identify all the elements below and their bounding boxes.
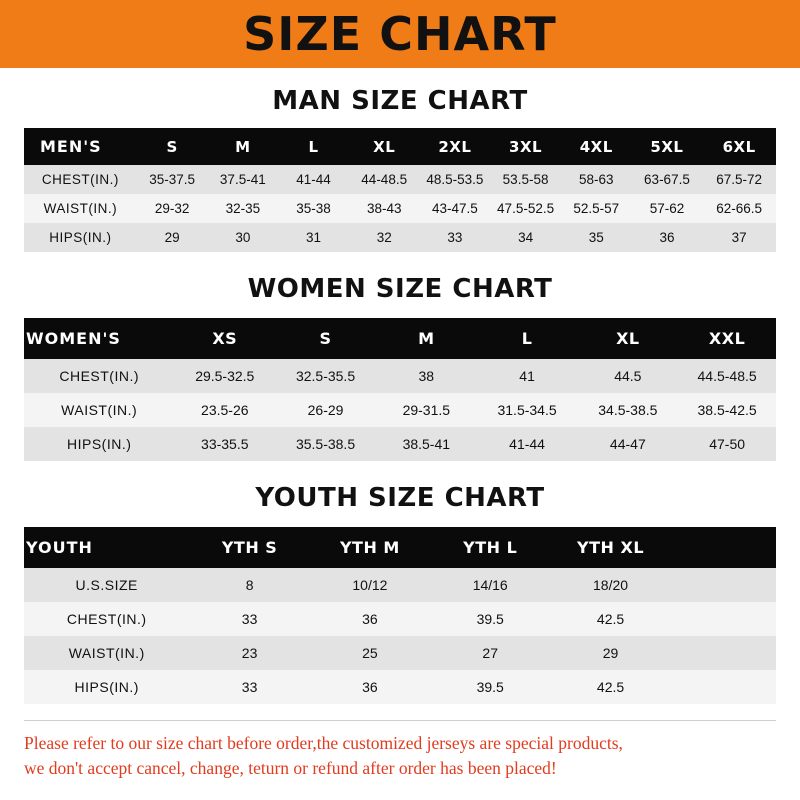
cell: 47-50	[678, 427, 776, 461]
row-label: HIPS(IN.)	[24, 427, 174, 461]
table-row	[24, 602, 776, 636]
cell: 33	[189, 602, 309, 636]
men-header-6xl: 6XL	[702, 128, 776, 165]
cell: 26-29	[275, 393, 376, 427]
man-section-title: MAN SIZE CHART	[272, 86, 528, 116]
row-label: CHEST(IN.)	[24, 359, 174, 393]
notice-line-1: Please refer to our size chart before order,the customized jerseys are special products,	[24, 733, 623, 753]
cell: 43-47.5	[420, 194, 491, 223]
cell: 44-48.5	[349, 165, 420, 194]
row-label: CHEST(IN.)	[24, 602, 189, 636]
youth-header-s: YTH S	[189, 527, 309, 568]
cell: 35.5-38.5	[275, 427, 376, 461]
men-size-table	[24, 128, 776, 252]
order-notice	[24, 720, 776, 782]
women-header-xs: XS	[174, 318, 275, 359]
women-table-body	[24, 359, 776, 461]
cell-spacer	[671, 636, 776, 670]
women-header-xxl: XXL	[678, 318, 776, 359]
row-label: WAIST(IN.)	[24, 194, 137, 223]
cell: 38	[376, 359, 477, 393]
youth-header-xl: YTH XL	[550, 527, 670, 568]
women-header-xl: XL	[577, 318, 678, 359]
cell-spacer	[671, 568, 776, 602]
men-header-5xl: 5XL	[632, 128, 703, 165]
table-row	[24, 359, 776, 393]
cell: 52.5-57	[561, 194, 632, 223]
cell: 38-43	[349, 194, 420, 223]
men-header-2xl: 2XL	[420, 128, 491, 165]
men-header-3xl: 3XL	[490, 128, 561, 165]
cell: 37	[702, 223, 776, 252]
row-label: U.S.SIZE	[24, 568, 189, 602]
cell: 14/16	[430, 568, 550, 602]
cell: 35	[561, 223, 632, 252]
youth-header-m: YTH M	[310, 527, 430, 568]
notice-line-2: we don't accept cancel, change, teturn or refund after order has been placed!	[24, 758, 557, 779]
cell: 62-66.5	[702, 194, 776, 223]
cell: 31.5-34.5	[477, 393, 578, 427]
men-table-head	[24, 128, 776, 165]
cell: 8	[189, 568, 309, 602]
cell: 29	[550, 636, 670, 670]
cell: 36	[310, 670, 430, 704]
women-size-table	[24, 318, 776, 461]
men-header-s: S	[137, 128, 208, 165]
men-header-m: M	[207, 128, 278, 165]
women-header-s: S	[275, 318, 376, 359]
table-row	[24, 427, 776, 461]
cell: 18/20	[550, 568, 670, 602]
table-row	[24, 568, 776, 602]
cell: 34.5-38.5	[577, 393, 678, 427]
cell: 37.5-41	[207, 165, 278, 194]
cell: 63-67.5	[632, 165, 703, 194]
row-label: HIPS(IN.)	[24, 670, 189, 704]
cell: 29	[137, 223, 208, 252]
cell: 32	[349, 223, 420, 252]
cell-spacer	[671, 602, 776, 636]
cell: 39.5	[430, 670, 550, 704]
youth-header-spacer	[671, 527, 776, 568]
cell: 44.5	[577, 359, 678, 393]
cell: 33	[189, 670, 309, 704]
youth-section-title: YOUTH SIZE CHART	[255, 483, 545, 513]
row-label: WAIST(IN.)	[24, 636, 189, 670]
cell: 31	[278, 223, 349, 252]
cell: 35-37.5	[137, 165, 208, 194]
cell: 35-38	[278, 194, 349, 223]
cell: 57-62	[632, 194, 703, 223]
youth-table-body	[24, 568, 776, 704]
cell: 29-32	[137, 194, 208, 223]
youth-header-l: YTH L	[430, 527, 550, 568]
cell: 48.5-53.5	[420, 165, 491, 194]
cell: 42.5	[550, 670, 670, 704]
cell-spacer	[671, 670, 776, 704]
cell: 67.5-72	[702, 165, 776, 194]
cell: 32.5-35.5	[275, 359, 376, 393]
youth-header-label: YOUTH	[24, 527, 189, 568]
cell: 33	[420, 223, 491, 252]
table-row	[24, 670, 776, 704]
cell: 36	[310, 602, 430, 636]
men-header-label: MEN'S	[24, 128, 137, 165]
men-header-4xl: 4XL	[561, 128, 632, 165]
men-header-l: L	[278, 128, 349, 165]
cell: 33-35.5	[174, 427, 275, 461]
cell: 39.5	[430, 602, 550, 636]
table-row	[24, 223, 776, 252]
women-table-head	[24, 318, 776, 359]
table-header-row	[24, 318, 776, 359]
cell: 10/12	[310, 568, 430, 602]
page-title: SIZE CHART	[243, 7, 557, 61]
cell: 44.5-48.5	[678, 359, 776, 393]
content	[0, 86, 800, 704]
cell: 25	[310, 636, 430, 670]
men-header-xl: XL	[349, 128, 420, 165]
cell: 30	[207, 223, 278, 252]
cell: 29.5-32.5	[174, 359, 275, 393]
table-row	[24, 393, 776, 427]
table-row	[24, 194, 776, 223]
cell: 38.5-41	[376, 427, 477, 461]
cell: 38.5-42.5	[678, 393, 776, 427]
cell: 58-63	[561, 165, 632, 194]
cell: 23	[189, 636, 309, 670]
cell: 23.5-26	[174, 393, 275, 427]
women-header-m: M	[376, 318, 477, 359]
cell: 27	[430, 636, 550, 670]
youth-table-head	[24, 527, 776, 568]
cell: 41-44	[477, 427, 578, 461]
cell: 53.5-58	[490, 165, 561, 194]
cell: 36	[632, 223, 703, 252]
cell: 41-44	[278, 165, 349, 194]
table-row	[24, 636, 776, 670]
cell: 44-47	[577, 427, 678, 461]
table-header-row	[24, 527, 776, 568]
women-header-l: L	[477, 318, 578, 359]
cell: 42.5	[550, 602, 670, 636]
row-label: HIPS(IN.)	[24, 223, 137, 252]
cell: 29-31.5	[376, 393, 477, 427]
table-row	[24, 165, 776, 194]
men-table-body	[24, 165, 776, 252]
cell: 34	[490, 223, 561, 252]
cell: 47.5-52.5	[490, 194, 561, 223]
cell: 32-35	[207, 194, 278, 223]
row-label: WAIST(IN.)	[24, 393, 174, 427]
banner	[0, 0, 800, 68]
women-section-title: WOMEN SIZE CHART	[247, 274, 553, 304]
women-header-label: WOMEN'S	[24, 318, 174, 359]
row-label: CHEST(IN.)	[24, 165, 137, 194]
youth-size-table	[24, 527, 776, 704]
cell: 41	[477, 359, 578, 393]
table-header-row	[24, 128, 776, 165]
